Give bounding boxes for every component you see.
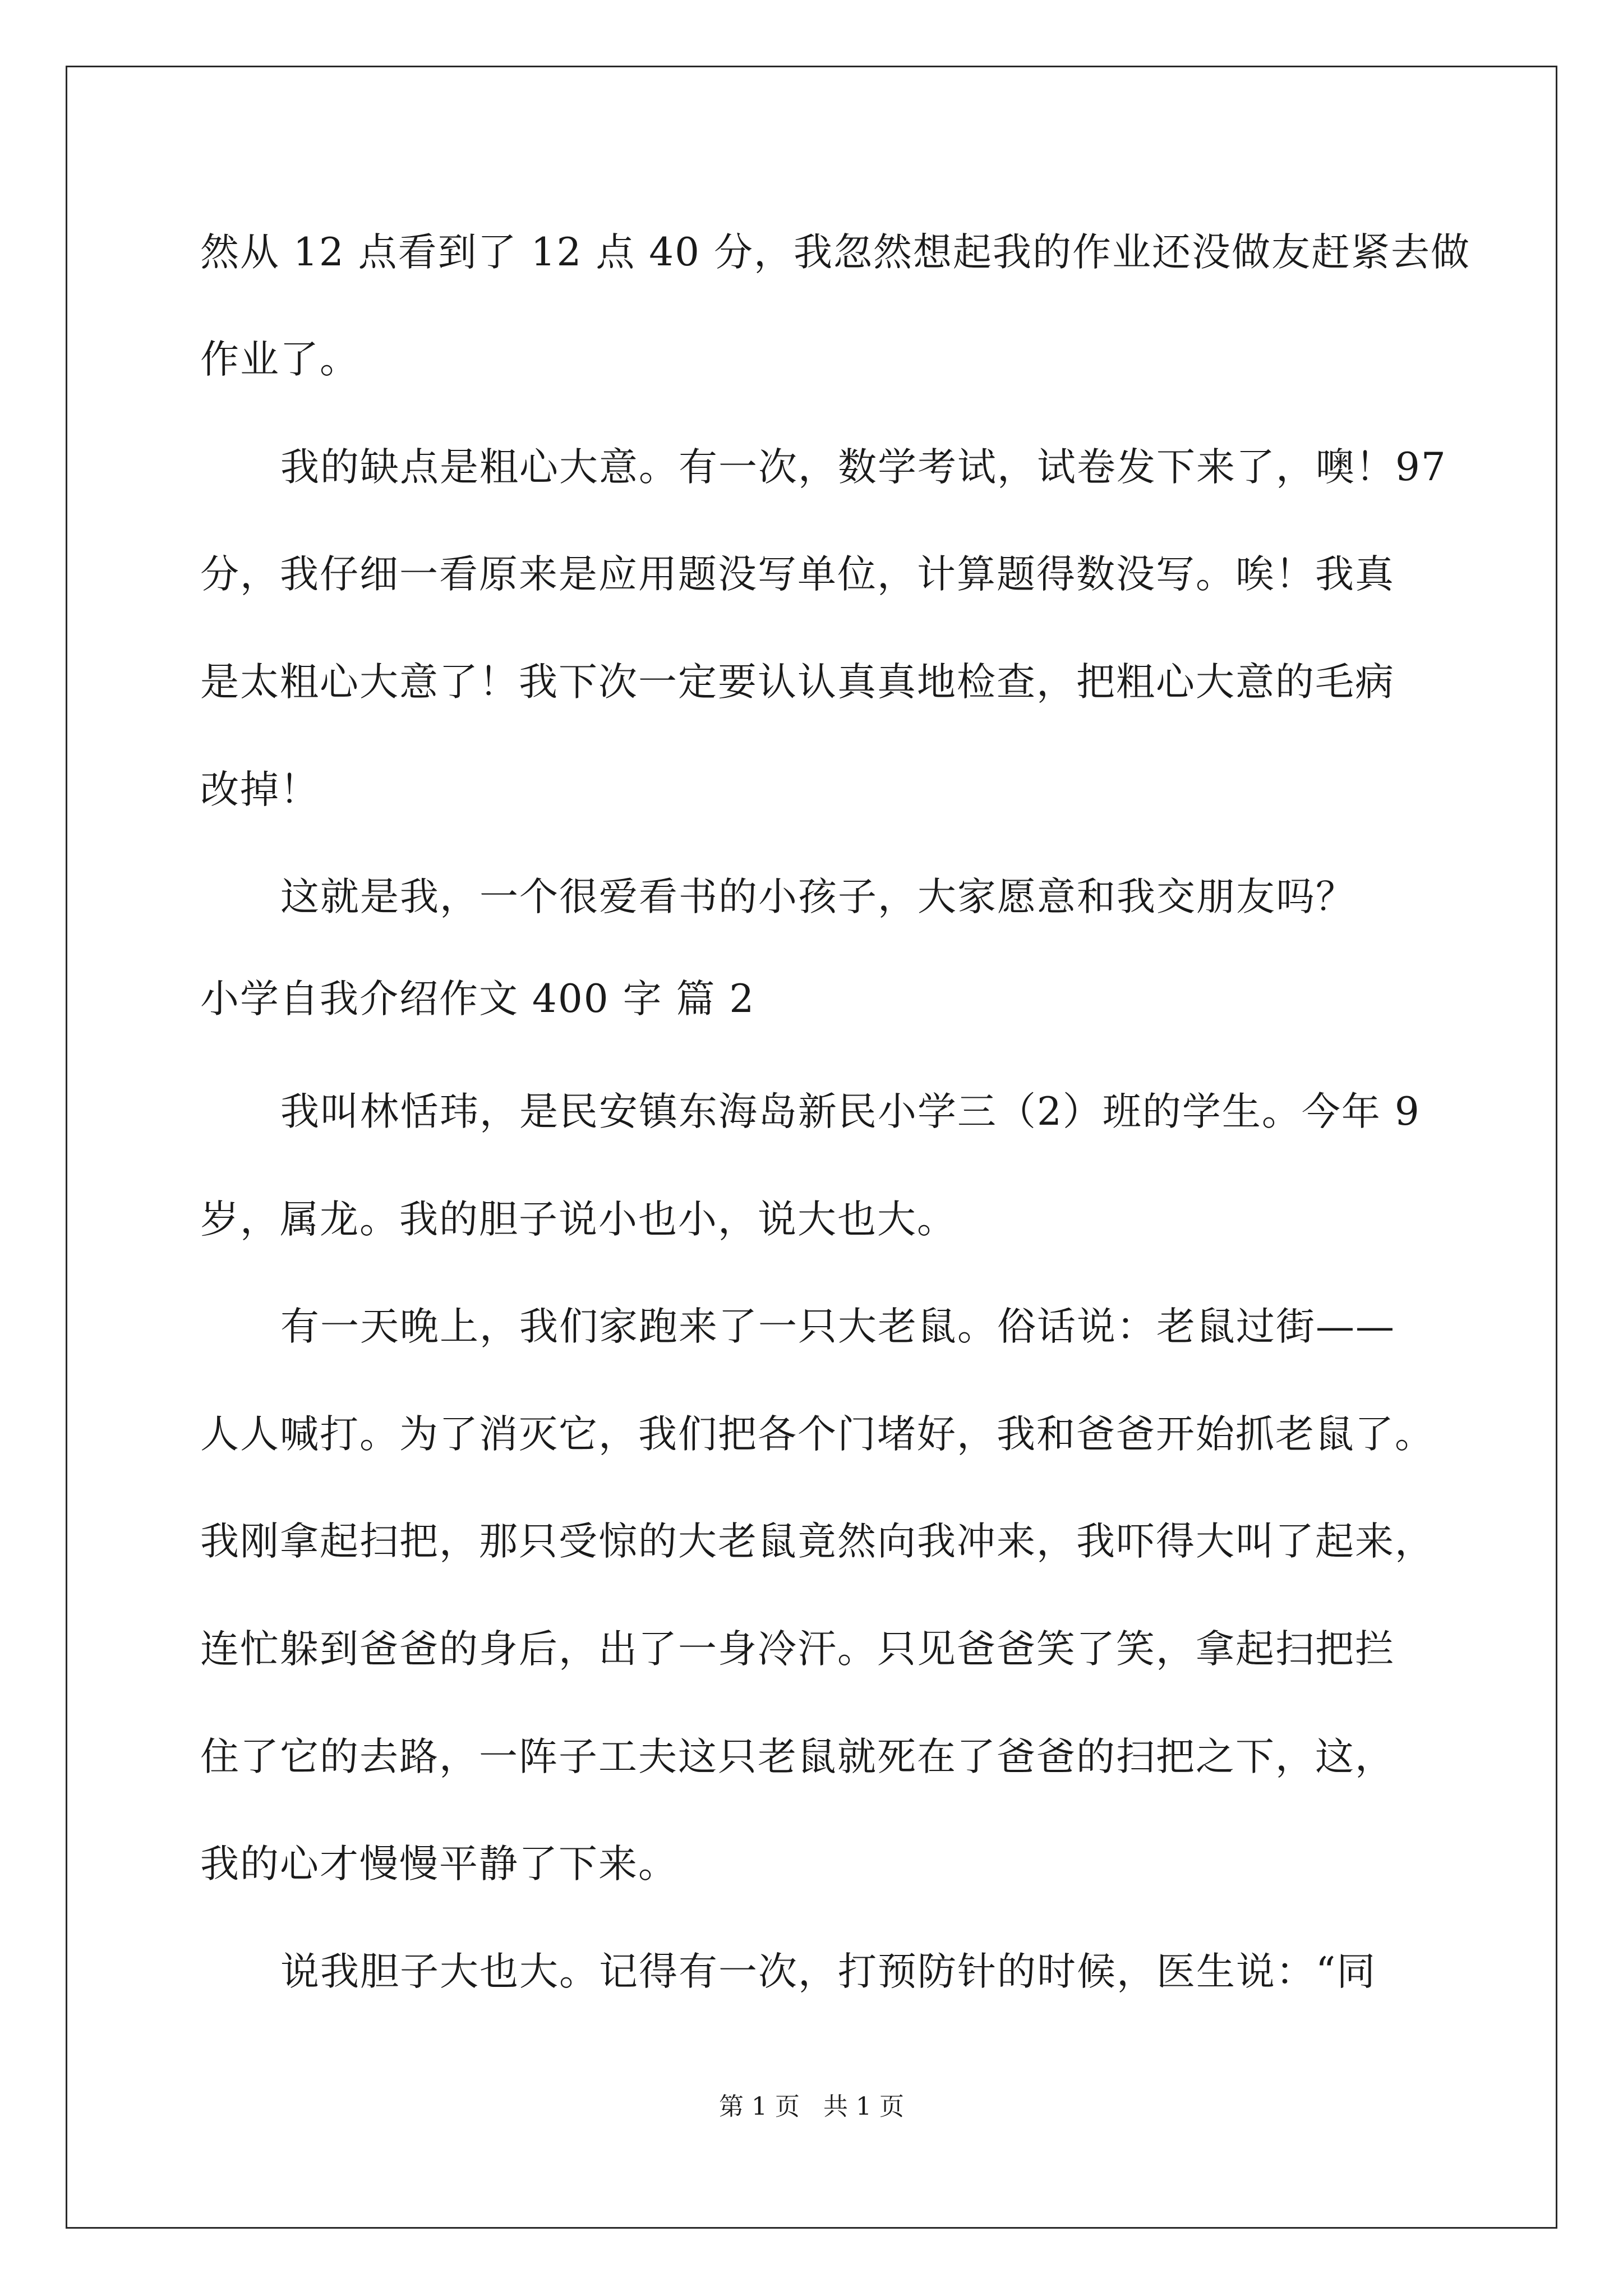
text-line: 连忙躲到爸爸的身后，出了一身冷汗。只见爸爸笑了笑，拿起扫把拦 bbox=[200, 1627, 1395, 1672]
text-line: 我刚拿起扫把，那只受惊的大老鼠竟然向我冲来，我吓得大叫了起来， bbox=[200, 1519, 1435, 1564]
text-line: 岁，属龙。我的胆子说小也小，说大也大。 bbox=[200, 1197, 957, 1242]
text-line: 分，我仔细一看原来是应用题没写单位，计算题得数没写。唉！我真 bbox=[200, 552, 1395, 597]
text-line: 说我胆子大也大。记得有一次，打预防针的时候，医生说：“同 bbox=[280, 1949, 1377, 1994]
page-border bbox=[66, 66, 1557, 2229]
text-line: 是太粗心大意了！我下次一定要认认真真地检查，把粗心大意的毛病 bbox=[200, 660, 1395, 705]
text-line: 改掉！ bbox=[200, 767, 320, 812]
text-line: 人人喊打。为了消灭它，我们把各个门堵好，我和爸爸开始抓老鼠了。 bbox=[200, 1412, 1435, 1457]
text-line: 有一天晚上，我们家跑来了一只大老鼠。俗话说：老鼠过街—— bbox=[280, 1304, 1395, 1349]
page-footer: 第 1 页 共 1 页 bbox=[719, 2092, 904, 2121]
text-line: 住了它的去路，一阵子工夫这只老鼠就死在了爸爸的扫把之下，这， bbox=[200, 1734, 1395, 1779]
text-line: 我的缺点是粗心大意。有一次，数学考试，试卷发下来了，噢！97 bbox=[280, 445, 1447, 490]
text-line: 我的心才慢慢平静了下来。 bbox=[200, 1842, 678, 1887]
text-line: 我叫林恬玮，是民安镇东海岛新民小学三（2）班的学生。今年 9 bbox=[280, 1089, 1421, 1134]
section-heading: 小学自我介绍作文 400 字 篇 2 bbox=[200, 977, 755, 1022]
text-line: 作业了。 bbox=[200, 337, 359, 382]
text-line: 这就是我，一个很爱看书的小孩子，大家愿意和我交朋友吗？ bbox=[280, 875, 1355, 919]
text-line: 然从 12 点看到了 12 点 40 分，我忽然想起我的作业还没做友赶紧去做 bbox=[200, 230, 1470, 275]
